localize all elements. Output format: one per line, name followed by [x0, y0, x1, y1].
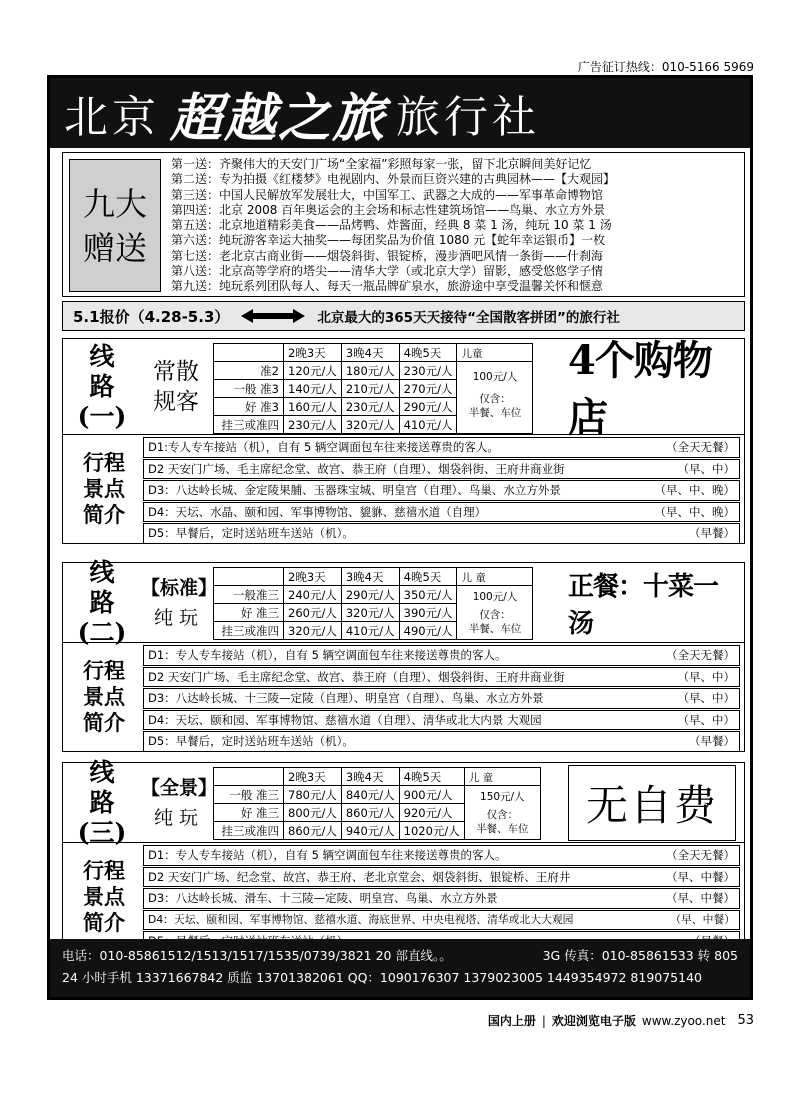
route-name-char: 线 [89, 757, 115, 787]
day-text: D3：八达岭长城、十三陵—定陵（自理）、明皇宫（自理）、鸟巢、水立方外景 [148, 691, 544, 706]
day-text: D4：天坛、颐和园、军事博物馆、慈禧水道（自理）、清华或北大内景 大观园 [148, 712, 542, 727]
hotel-grade: 准2 [214, 362, 284, 380]
day-text: D1:专人专车接站（机），自有 5 辆空调面包车往来接送尊贵的客人。 [148, 440, 499, 455]
route-3-pricing [63, 757, 744, 847]
itinerary-label-line: 简介 [83, 710, 125, 735]
day-text: D1：专人专车接站（机），自有 5 辆空调面包车往来接送尊贵的客人。 [148, 648, 507, 663]
itinerary-day [143, 888, 740, 909]
itinerary-label-line: 景点 [83, 476, 125, 501]
gift-item: 第九送：纯玩系列团队每人、每天一瓶品牌矿泉水，旅游途中享受温馨关怀和惬意 [171, 279, 604, 294]
day-text: D1：专人专车接站（机），自有 5 辆空调面包车往来接送尊贵的客人。 [148, 848, 507, 863]
gifts-label-line1: 九大 [82, 184, 147, 223]
route-name-char: (三) [77, 817, 127, 847]
price-header-cell: 4晚5天 [399, 768, 464, 786]
page-footer [488, 1012, 754, 1029]
gift-item: 第三送：中国人民解放军发展壮大，中国军工、武器之大成的——军事革命博物馆 [171, 187, 604, 202]
package-line: 常散 [153, 358, 199, 385]
day-text: D2 天安门广场、毛主席纪念堂、故宫、恭王府（自理）、烟袋斜街、王府井商业街 [148, 461, 565, 476]
hotel-grade: 一般准三 [214, 586, 284, 604]
route-1-promo: 4个购物店 [568, 337, 712, 441]
price-header-cell [214, 568, 284, 586]
price-cell: 780元/人 [284, 786, 342, 804]
child-includes: 半餐、车位 [468, 407, 522, 419]
route-1-price-table [213, 343, 533, 434]
price-cell: 260元/人 [284, 604, 342, 622]
phone-numbers: 电话：010-85861512/1513/1517/1535/0739/3821 20 部直线。。 [62, 948, 452, 963]
itinerary-day [143, 867, 740, 888]
contact-row-mobile [62, 967, 738, 989]
package-line: 纯 玩 [153, 806, 199, 829]
route-name-char: 路 [89, 587, 115, 617]
price-header-cell: 3晚4天 [341, 568, 399, 586]
route-2-name [71, 557, 133, 647]
price-header-cell: 儿 童 [457, 568, 533, 586]
itinerary-label-line: 行程 [83, 858, 125, 883]
price-cell: 160元/人 [284, 398, 342, 416]
child-includes-label: 仅含： [479, 609, 511, 621]
price-cell: 320元/人 [341, 604, 399, 622]
ad-frame [47, 75, 753, 1000]
day-text: D2 天安门广场、纪念堂、故宫、恭王府、老北京堂会、烟袋斜街、银锭桥、王府井 [148, 869, 571, 884]
price-header-cell: 儿童 [457, 344, 533, 362]
day-text: D3：八达岭长城、金定陵果脯、玉器珠宝城、明皇宫（自理）、鸟巢、水立方外景 [148, 483, 561, 498]
child-includes: 半餐、车位 [468, 623, 522, 635]
price-header-cell: 2晚3天 [284, 344, 342, 362]
itinerary-label-line: 简介 [83, 910, 125, 935]
itinerary-label-line: 简介 [83, 502, 125, 527]
itinerary-day [143, 459, 740, 480]
route-name-char: 路 [89, 787, 115, 817]
child-price-cell [457, 362, 533, 434]
gifts-label-line2: 赠送 [82, 228, 147, 267]
mobile-qq: 24 小时手机 13371667842 质监 13701382061 QQ：1090176307 1379023005 1449354972 819075140 [62, 970, 702, 985]
price-cell: 860元/人 [341, 804, 399, 822]
child-price: 100元/人 [472, 591, 518, 603]
route-1-package [141, 339, 211, 434]
day-meal: （早、中） [677, 712, 735, 727]
price-header-cell: 儿 童 [464, 768, 540, 786]
itinerary-day [143, 710, 740, 731]
itinerary-label-line: 景点 [83, 684, 125, 709]
itinerary-day [143, 845, 740, 866]
price-header-cell: 3晚4天 [341, 344, 399, 362]
package-line: 规客 [153, 388, 199, 415]
itinerary-day [143, 437, 740, 458]
double-arrow-icon [241, 309, 305, 323]
hotel-grade: 好 准3 [214, 398, 284, 416]
gift-item: 第一送：齐聚伟大的天安门广场“全家福”彩照每家一张，留下北京瞬间美好记忆 [171, 157, 592, 171]
price-cell: 210元/人 [341, 380, 399, 398]
price-cell: 800元/人 [284, 804, 342, 822]
nine-gifts-section [62, 152, 745, 297]
route-name-char: 线 [89, 557, 115, 587]
child-includes-label: 仅含： [479, 393, 511, 405]
day-meal: （早、中餐） [666, 869, 735, 884]
itinerary-label [73, 843, 135, 951]
price-cell: 180元/人 [341, 362, 399, 380]
price-header-row [214, 768, 541, 786]
day-text: D5：早餐后，定时送站班车送站（机）。 [148, 734, 354, 749]
price-cell: 490元/人 [399, 622, 457, 640]
child-price-cell [464, 786, 540, 840]
price-cell: 1020元/人 [399, 822, 464, 840]
price-bar [62, 301, 745, 331]
price-cell: 920元/人 [399, 804, 464, 822]
child-price: 150元/人 [480, 791, 525, 803]
day-meal: （全天无餐） [666, 440, 735, 455]
price-cell: 290元/人 [399, 398, 457, 416]
price-cell: 320元/人 [341, 416, 399, 434]
day-meal: （早餐） [689, 734, 735, 749]
itinerary-label-line: 景点 [83, 884, 125, 909]
footer-divider: | [541, 1013, 546, 1028]
itinerary-label [73, 643, 135, 751]
price-cell: 140元/人 [284, 380, 342, 398]
price-cell: 230元/人 [399, 362, 457, 380]
price-cell: 840元/人 [341, 786, 399, 804]
route-2-itinerary [63, 643, 744, 751]
itinerary-day [143, 910, 740, 931]
price-cell: 860元/人 [284, 822, 342, 840]
gifts-list [171, 157, 740, 295]
itinerary-days [143, 845, 740, 953]
price-cell: 410元/人 [341, 622, 399, 640]
price-row [214, 786, 541, 804]
route-1-itinerary [63, 435, 744, 543]
nine-gifts-label [69, 159, 161, 292]
gift-item: 第二送：专为拍摄《红楼梦》电视剧内、外景而巨资兴建的古典园林——【大观园】 [171, 172, 616, 187]
agency-header [50, 78, 750, 148]
itinerary-label-line: 行程 [83, 658, 125, 683]
day-meal: （早、中餐） [670, 913, 735, 927]
day-text: D2 天安门广场、毛主席纪念堂、故宫、恭王府（自理）、烟袋斜街、王府井商业街 [148, 669, 565, 684]
day-text: D5：早餐后，定时送站班车送站（机）。 [148, 526, 354, 541]
route-name-char: (一) [77, 401, 127, 431]
hotel-grade: 一般 准三 [214, 786, 284, 804]
day-meal: （早餐） [689, 526, 735, 541]
route-name-char: 路 [89, 371, 115, 401]
hotel-grade: 挂三或准四 [214, 822, 284, 840]
price-row [214, 362, 533, 380]
price-cell: 350元/人 [399, 586, 457, 604]
child-price: 100元/人 [472, 371, 518, 383]
itinerary-day [143, 667, 740, 688]
hotel-grade: 挂三或准四 [214, 416, 284, 434]
package-line: 纯 玩 [153, 606, 199, 629]
page-number: 53 [737, 1013, 754, 1028]
route-3-itinerary [63, 843, 744, 951]
itinerary-label-line: 行程 [83, 450, 125, 475]
route-3-promo: 无自费 [568, 765, 736, 841]
price-header-row [214, 568, 533, 586]
day-meal: （早、中） [677, 691, 735, 706]
child-price-cell [457, 586, 533, 640]
route-1 [62, 338, 745, 544]
child-includes: 半餐、车位 [476, 823, 529, 835]
price-cell: 230元/人 [341, 398, 399, 416]
price-row [214, 586, 533, 604]
route-2-pricing [63, 557, 744, 647]
package-line: 【全景】 [141, 776, 218, 799]
ad-hotline: 广告征订热线：010-5166 5969 [577, 60, 754, 74]
price-header-cell: 4晚5天 [399, 568, 457, 586]
price-cell: 410元/人 [399, 416, 457, 434]
route-name-char: 线 [89, 341, 115, 371]
gift-item: 第六送：纯玩游客幸运大抽奖——每团奖品为价值 1080 元【蛇年幸运银币】一枚 [171, 233, 606, 248]
header-beijing: 北京 [64, 92, 160, 143]
itinerary-day [143, 480, 740, 501]
route-1-pricing [63, 337, 744, 441]
gift-item: 第七送：老北京古商业街——烟袋斜街、银锭桥，漫步酒吧风情一条街——什刹海 [171, 248, 604, 263]
header-brand: 超越之旅 [170, 87, 387, 149]
route-2-price-table [213, 567, 533, 640]
hotel-grade: 好 准三 [214, 804, 284, 822]
footer-welcome: 欢迎浏览电子版 [551, 1014, 636, 1028]
itinerary-day [143, 645, 740, 666]
route-3-name [71, 757, 133, 847]
price-header-cell [214, 344, 284, 362]
price-cell: 320元/人 [284, 622, 342, 640]
price-header-cell: 3晚4天 [341, 768, 399, 786]
gift-item: 第四送：北京 2008 百年奥运会的主会场和标志性建筑场馆——鸟巢、水立方外景 [171, 202, 606, 217]
price-period-title: 5.1报价（4.28-5.3） [73, 307, 230, 326]
day-text: D4：天坛、水晶、颐和园、军事博物馆、貔貅、慈禧水道（自理） [148, 504, 487, 519]
itinerary-day [143, 502, 740, 523]
day-meal: （早、中、晚） [654, 483, 735, 498]
header-agency: 旅行社 [396, 92, 541, 143]
itinerary-label [73, 435, 135, 543]
contact-row-phones [62, 945, 738, 967]
day-meal: （全天无餐） [666, 848, 735, 863]
footer-site-link[interactable]: www.zyoo.net [641, 1013, 726, 1028]
child-includes-label: 仅含： [486, 809, 519, 821]
route-1-name [71, 339, 133, 434]
hotel-grade: 一般 准3 [214, 380, 284, 398]
price-cell: 120元/人 [284, 362, 342, 380]
day-meal: （早、中） [677, 669, 735, 684]
day-meal: （早、中、晚） [654, 504, 735, 519]
day-text: D3：八达岭长城、滑车、十三陵—定陵、明皇宫、鸟巢、水立方外景 [148, 891, 498, 906]
package-line: 【标准】 [141, 576, 218, 599]
itinerary-day [143, 731, 740, 752]
contact-bar [50, 939, 750, 997]
price-header-cell: 4晚5天 [399, 344, 457, 362]
price-header-row [214, 344, 533, 362]
price-cell: 390元/人 [399, 604, 457, 622]
price-tagline: 北京最大的365天天接待“全国散客拼团”的旅行社 [317, 310, 620, 326]
price-cell: 270元/人 [399, 380, 457, 398]
itinerary-days [143, 437, 740, 545]
hotel-grade: 好 准三 [214, 604, 284, 622]
price-cell: 230元/人 [284, 416, 342, 434]
route-3-package [141, 763, 218, 842]
price-cell: 290元/人 [341, 586, 399, 604]
price-header-cell: 2晚3天 [284, 568, 342, 586]
route-name-char: (二) [77, 617, 127, 647]
hotel-grade: 挂三或准四 [214, 622, 284, 640]
price-cell: 240元/人 [284, 586, 342, 604]
route-2-promo: 正餐：十菜一汤 [568, 572, 719, 639]
day-meal: （全天无餐） [666, 648, 735, 663]
route-3-price-table [213, 767, 541, 840]
route-3 [62, 757, 745, 952]
route-2 [62, 557, 745, 752]
itinerary-day [143, 688, 740, 709]
fax-number: 3G 传真：010-85861533 转 805 [542, 948, 738, 963]
price-cell: 940元/人 [341, 822, 399, 840]
gift-item: 第八送：北京高等学府的塔尖——清华大学（或北京大学）留影，感受悠悠学子情 [171, 264, 604, 279]
day-meal: （早、中餐） [666, 891, 735, 906]
itinerary-days [143, 645, 740, 753]
route-2-package [141, 563, 218, 642]
price-header-cell [214, 768, 284, 786]
gift-item: 第五送：北京地道精彩美食——品烤鸭、炸酱面，经典 8 菜 1 汤，纯玩 10 菜 1 汤 [171, 218, 612, 233]
footer-section: 国内上册 [487, 1014, 536, 1028]
price-header-cell: 2晚3天 [284, 768, 342, 786]
price-cell: 900元/人 [399, 786, 464, 804]
day-meal: （早、中） [677, 461, 735, 476]
day-text: D4：天坛、颐和园、军事博物馆、慈禧水道、海底世界、中央电视塔、清华或北大大观园 [148, 913, 574, 927]
itinerary-day [143, 523, 740, 544]
